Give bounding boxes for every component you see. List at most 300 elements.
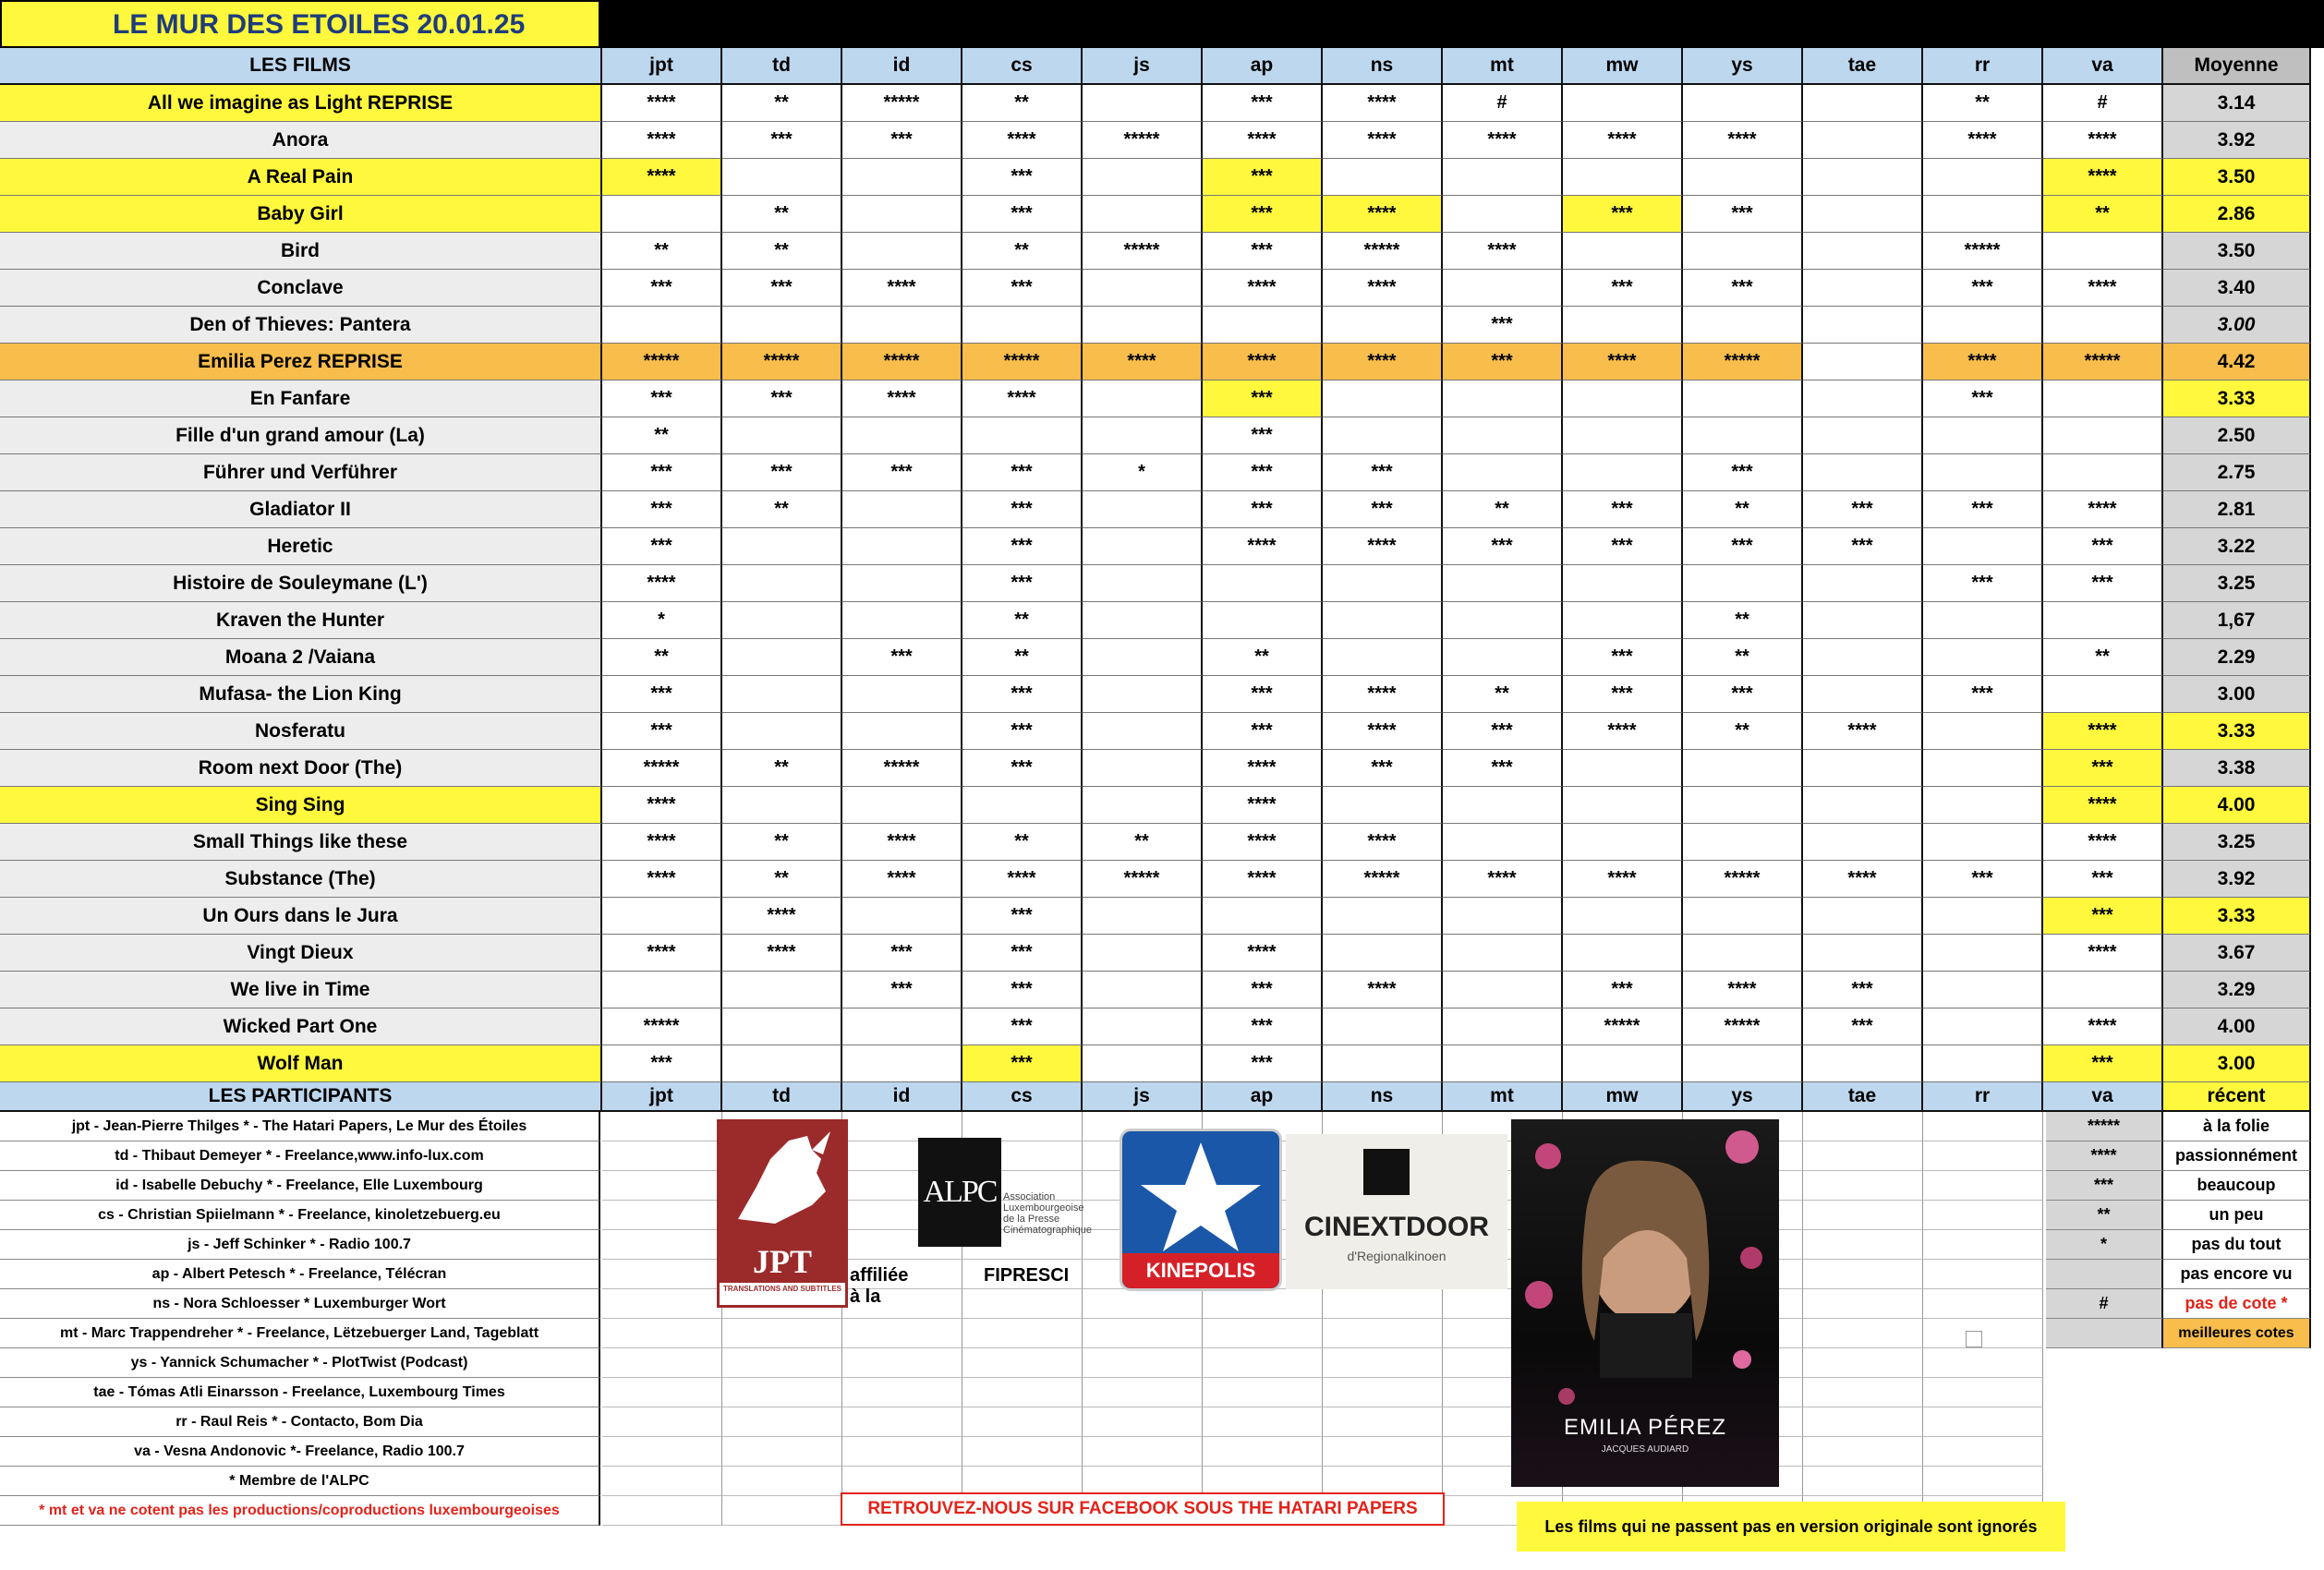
score-cell-ys[interactable]: ** — [1683, 602, 1803, 639]
score-cell-ap[interactable]: *** — [1203, 159, 1323, 196]
empty-cell[interactable] — [1203, 1407, 1323, 1437]
score-cell-va[interactable]: ***** — [2043, 344, 2163, 380]
empty-cell[interactable] — [1803, 1437, 1923, 1467]
score-cell-id[interactable]: ***** — [842, 85, 962, 122]
film-title[interactable]: Führer und Verführer — [0, 454, 602, 491]
score-cell-mt[interactable] — [1443, 270, 1563, 307]
score-cell-jpt[interactable]: *** — [602, 454, 722, 491]
score-cell-js[interactable] — [1083, 528, 1203, 565]
empty-cell[interactable] — [722, 1437, 842, 1467]
score-cell-ap[interactable]: **** — [1203, 344, 1323, 380]
score-cell-ns[interactable]: **** — [1323, 972, 1443, 1008]
average-cell[interactable]: 3.14 — [2163, 85, 2311, 122]
film-title[interactable]: Room next Door (The) — [0, 750, 602, 787]
empty-cell[interactable] — [722, 1319, 842, 1348]
score-cell-ys[interactable] — [1683, 1045, 1803, 1082]
empty-cell[interactable] — [722, 1496, 842, 1526]
score-cell-rr[interactable]: *** — [1923, 491, 2043, 528]
score-cell-mt[interactable] — [1443, 1008, 1563, 1045]
score-cell-id[interactable] — [842, 1008, 962, 1045]
score-cell-id[interactable]: *** — [842, 122, 962, 159]
score-cell-js[interactable] — [1083, 787, 1203, 824]
header-critic-td[interactable]: td — [722, 48, 842, 85]
score-cell-tae[interactable] — [1803, 602, 1923, 639]
score-cell-mw[interactable] — [1563, 602, 1683, 639]
score-cell-rr[interactable] — [1923, 750, 2043, 787]
score-cell-jpt[interactable] — [602, 898, 722, 935]
score-cell-ns[interactable] — [1323, 417, 1443, 454]
score-cell-ap[interactable]: *** — [1203, 454, 1323, 491]
score-cell-ys[interactable] — [1683, 565, 1803, 602]
average-cell[interactable]: 3.00 — [2163, 676, 2311, 713]
score-cell-jpt[interactable]: **** — [602, 565, 722, 602]
participants-critic-va[interactable]: va — [2043, 1082, 2163, 1112]
score-cell-id[interactable]: ***** — [842, 750, 962, 787]
film-title[interactable]: Sing Sing — [0, 787, 602, 824]
score-cell-cs[interactable]: *** — [962, 1008, 1083, 1045]
empty-cell[interactable] — [842, 1348, 962, 1378]
header-critic-rr[interactable]: rr — [1923, 48, 2043, 85]
sheet-title-cell[interactable] — [0, 0, 600, 48]
score-cell-mw[interactable]: **** — [1563, 861, 1683, 898]
average-cell[interactable]: 3.50 — [2163, 159, 2311, 196]
score-cell-mt[interactable]: # — [1443, 85, 1563, 122]
score-cell-tae[interactable]: **** — [1803, 861, 1923, 898]
score-cell-mt[interactable] — [1443, 565, 1563, 602]
score-cell-va[interactable]: **** — [2043, 787, 2163, 824]
average-cell[interactable]: 4.00 — [2163, 787, 2311, 824]
empty-cell[interactable] — [1203, 1378, 1323, 1407]
score-cell-mt[interactable] — [1443, 417, 1563, 454]
score-cell-mt[interactable]: ** — [1443, 676, 1563, 713]
score-cell-js[interactable]: ***** — [1083, 233, 1203, 270]
score-cell-va[interactable]: *** — [2043, 1045, 2163, 1082]
average-cell[interactable]: 2.86 — [2163, 196, 2311, 233]
score-cell-va[interactable] — [2043, 380, 2163, 417]
score-cell-ap[interactable]: *** — [1203, 196, 1323, 233]
score-cell-td[interactable]: ** — [722, 85, 842, 122]
score-cell-jpt[interactable]: **** — [602, 122, 722, 159]
score-cell-js[interactable]: * — [1083, 454, 1203, 491]
score-cell-jpt[interactable]: ** — [602, 417, 722, 454]
score-cell-ns[interactable]: **** — [1323, 344, 1443, 380]
average-cell[interactable]: 3.25 — [2163, 824, 2311, 861]
score-cell-ys[interactable]: *** — [1683, 196, 1803, 233]
score-cell-ns[interactable]: *** — [1323, 491, 1443, 528]
header-films-label[interactable]: LES FILMS — [0, 48, 602, 85]
score-cell-ns[interactable] — [1323, 602, 1443, 639]
score-cell-ys[interactable] — [1683, 898, 1803, 935]
empty-cell[interactable] — [1923, 1260, 2043, 1289]
score-cell-id[interactable] — [842, 196, 962, 233]
empty-cell[interactable] — [602, 1112, 722, 1141]
empty-cell[interactable] — [602, 1437, 722, 1467]
score-cell-id[interactable]: **** — [842, 270, 962, 307]
score-cell-jpt[interactable]: **** — [602, 935, 722, 972]
score-cell-ns[interactable]: **** — [1323, 713, 1443, 750]
average-cell[interactable]: 3.67 — [2163, 935, 2311, 972]
score-cell-td[interactable] — [722, 307, 842, 344]
score-cell-ys[interactable]: *** — [1683, 454, 1803, 491]
score-cell-ap[interactable]: **** — [1203, 750, 1323, 787]
average-cell[interactable]: 3.40 — [2163, 270, 2311, 307]
empty-cell[interactable] — [1323, 1348, 1443, 1378]
score-cell-tae[interactable] — [1803, 122, 1923, 159]
score-cell-ap[interactable]: *** — [1203, 713, 1323, 750]
score-cell-ys[interactable]: ** — [1683, 713, 1803, 750]
score-cell-ap[interactable] — [1203, 307, 1323, 344]
score-cell-ys[interactable]: **** — [1683, 122, 1803, 159]
average-cell[interactable]: 3.22 — [2163, 528, 2311, 565]
empty-cell[interactable] — [602, 1230, 722, 1260]
score-cell-ns[interactable] — [1323, 565, 1443, 602]
score-cell-tae[interactable] — [1803, 159, 1923, 196]
empty-cell[interactable] — [1323, 1437, 1443, 1467]
score-cell-va[interactable]: # — [2043, 85, 2163, 122]
score-cell-mw[interactable]: **** — [1563, 344, 1683, 380]
empty-cell[interactable] — [1923, 1112, 2043, 1141]
header-critic-ns[interactable]: ns — [1323, 48, 1443, 85]
score-cell-ys[interactable]: ***** — [1683, 344, 1803, 380]
empty-cell[interactable] — [1083, 1378, 1203, 1407]
score-cell-va[interactable]: *** — [2043, 750, 2163, 787]
header-critic-jpt[interactable]: jpt — [602, 48, 722, 85]
score-cell-js[interactable] — [1083, 85, 1203, 122]
score-cell-ys[interactable] — [1683, 935, 1803, 972]
score-cell-js[interactable] — [1083, 602, 1203, 639]
empty-cell[interactable] — [602, 1496, 722, 1526]
score-cell-id[interactable] — [842, 233, 962, 270]
score-cell-va[interactable]: *** — [2043, 528, 2163, 565]
score-cell-ap[interactable]: *** — [1203, 1045, 1323, 1082]
score-cell-mt[interactable] — [1443, 159, 1563, 196]
header-critic-id[interactable]: id — [842, 48, 962, 85]
score-cell-mw[interactable] — [1563, 233, 1683, 270]
score-cell-rr[interactable]: *** — [1923, 380, 2043, 417]
score-cell-rr[interactable]: ***** — [1923, 233, 2043, 270]
score-cell-ap[interactable]: *** — [1203, 972, 1323, 1008]
score-cell-rr[interactable]: *** — [1923, 270, 2043, 307]
score-cell-cs[interactable]: *** — [962, 528, 1083, 565]
score-cell-td[interactable]: ** — [722, 196, 842, 233]
score-cell-mw[interactable] — [1563, 1045, 1683, 1082]
empty-cell[interactable] — [842, 1378, 962, 1407]
empty-cell[interactable] — [1803, 1171, 1923, 1201]
score-cell-cs[interactable]: *** — [962, 750, 1083, 787]
score-cell-jpt[interactable] — [602, 307, 722, 344]
score-cell-mw[interactable] — [1563, 824, 1683, 861]
score-cell-va[interactable]: *** — [2043, 565, 2163, 602]
score-cell-rr[interactable] — [1923, 417, 2043, 454]
header-critic-ys[interactable]: ys — [1683, 48, 1803, 85]
empty-cell[interactable] — [602, 1348, 722, 1378]
participants-critic-ns[interactable]: ns — [1323, 1082, 1443, 1112]
participant-name[interactable]: td - Thibaut Demeyer * - Freelance,www.info-lux.com — [0, 1141, 600, 1171]
score-cell-cs[interactable]: ** — [962, 824, 1083, 861]
empty-cell[interactable] — [1083, 1289, 1203, 1319]
score-cell-ys[interactable] — [1683, 824, 1803, 861]
score-cell-jpt[interactable]: *** — [602, 713, 722, 750]
participants-label[interactable]: LES PARTICIPANTS — [0, 1082, 602, 1112]
score-cell-id[interactable] — [842, 307, 962, 344]
score-cell-ns[interactable] — [1323, 935, 1443, 972]
empty-cell[interactable] — [1803, 1230, 1923, 1260]
score-cell-ys[interactable]: *** — [1683, 270, 1803, 307]
score-cell-ap[interactable]: *** — [1203, 233, 1323, 270]
empty-cell[interactable] — [1203, 1437, 1323, 1467]
empty-cell[interactable] — [1083, 1407, 1203, 1437]
empty-cell[interactable] — [602, 1260, 722, 1289]
empty-cell[interactable] — [1203, 1319, 1323, 1348]
score-cell-ns[interactable]: **** — [1323, 122, 1443, 159]
score-cell-ys[interactable] — [1683, 307, 1803, 344]
score-cell-jpt[interactable]: **** — [602, 824, 722, 861]
score-cell-cs[interactable]: *** — [962, 935, 1083, 972]
participants-critic-ys[interactable]: ys — [1683, 1082, 1803, 1112]
score-cell-tae[interactable] — [1803, 824, 1923, 861]
average-cell[interactable]: 3.92 — [2163, 122, 2311, 159]
score-cell-td[interactable] — [722, 528, 842, 565]
score-cell-td[interactable] — [722, 639, 842, 676]
score-cell-ap[interactable]: *** — [1203, 85, 1323, 122]
score-cell-ap[interactable]: *** — [1203, 491, 1323, 528]
score-cell-td[interactable]: ***** — [722, 344, 842, 380]
score-cell-mw[interactable]: **** — [1563, 713, 1683, 750]
score-cell-id[interactable] — [842, 898, 962, 935]
score-cell-mw[interactable] — [1563, 565, 1683, 602]
score-cell-ns[interactable] — [1323, 307, 1443, 344]
participant-name[interactable]: jpt - Jean-Pierre Thilges * - The Hatari Papers, Le Mur des Étoiles — [0, 1112, 600, 1141]
score-cell-mt[interactable]: ** — [1443, 491, 1563, 528]
score-cell-cs[interactable]: *** — [962, 972, 1083, 1008]
score-cell-tae[interactable] — [1803, 1045, 1923, 1082]
score-cell-rr[interactable]: **** — [1923, 122, 2043, 159]
score-cell-jpt[interactable]: **** — [602, 787, 722, 824]
film-title[interactable]: Small Things like these — [0, 824, 602, 861]
score-cell-tae[interactable] — [1803, 417, 1923, 454]
score-cell-va[interactable]: *** — [2043, 861, 2163, 898]
score-cell-js[interactable] — [1083, 417, 1203, 454]
score-cell-va[interactable] — [2043, 676, 2163, 713]
film-title[interactable]: Moana 2 /Vaiana — [0, 639, 602, 676]
score-cell-va[interactable] — [2043, 417, 2163, 454]
score-cell-jpt[interactable]: ***** — [602, 1008, 722, 1045]
score-cell-cs[interactable] — [962, 787, 1083, 824]
empty-cell[interactable] — [1923, 1437, 2043, 1467]
film-title[interactable]: Heretic — [0, 528, 602, 565]
score-cell-cs[interactable]: ** — [962, 639, 1083, 676]
score-cell-ns[interactable]: **** — [1323, 270, 1443, 307]
score-cell-va[interactable]: **** — [2043, 491, 2163, 528]
average-cell[interactable]: 2.81 — [2163, 491, 2311, 528]
score-cell-id[interactable] — [842, 602, 962, 639]
score-cell-id[interactable]: **** — [842, 861, 962, 898]
score-cell-mw[interactable] — [1563, 454, 1683, 491]
score-cell-mw[interactable]: *** — [1563, 270, 1683, 307]
score-cell-rr[interactable]: *** — [1923, 676, 2043, 713]
score-cell-jpt[interactable]: *** — [602, 380, 722, 417]
score-cell-td[interactable] — [722, 417, 842, 454]
score-cell-jpt[interactable]: *** — [602, 528, 722, 565]
participant-name[interactable]: * mt et va ne cotent pas les productions/coproductions luxembourgeoises — [0, 1496, 600, 1526]
score-cell-ap[interactable]: *** — [1203, 417, 1323, 454]
participant-name[interactable]: ap - Albert Petesch * - Freelance, Télécran — [0, 1260, 600, 1289]
empty-cell[interactable] — [1923, 1319, 2043, 1348]
header-average[interactable]: Moyenne — [2163, 48, 2311, 85]
header-critic-mt[interactable]: mt — [1443, 48, 1563, 85]
score-cell-js[interactable]: ** — [1083, 824, 1203, 861]
score-cell-id[interactable] — [842, 787, 962, 824]
score-cell-js[interactable] — [1083, 159, 1203, 196]
empty-cell[interactable] — [842, 1319, 962, 1348]
score-cell-ys[interactable]: ***** — [1683, 1008, 1803, 1045]
score-cell-rr[interactable] — [1923, 898, 2043, 935]
score-cell-td[interactable] — [722, 713, 842, 750]
score-cell-rr[interactable] — [1923, 159, 2043, 196]
participant-name[interactable]: mt - Marc Trappendreher * - Freelance, Lëtzebuerger Land, Tageblatt — [0, 1319, 600, 1348]
score-cell-ys[interactable]: *** — [1683, 528, 1803, 565]
film-title[interactable]: Kraven the Hunter — [0, 602, 602, 639]
film-title[interactable]: Wolf Man — [0, 1045, 602, 1082]
score-cell-rr[interactable] — [1923, 454, 2043, 491]
score-cell-cs[interactable]: *** — [962, 676, 1083, 713]
score-cell-ap[interactable]: *** — [1203, 1008, 1323, 1045]
score-cell-cs[interactable]: *** — [962, 1045, 1083, 1082]
participants-critic-tae[interactable]: tae — [1803, 1082, 1923, 1112]
participants-critic-td[interactable]: td — [722, 1082, 842, 1112]
score-cell-ap[interactable]: **** — [1203, 861, 1323, 898]
score-cell-tae[interactable] — [1803, 639, 1923, 676]
score-cell-td[interactable]: ** — [722, 750, 842, 787]
score-cell-mt[interactable]: **** — [1443, 233, 1563, 270]
film-title[interactable]: Wicked Part One — [0, 1008, 602, 1045]
score-cell-mt[interactable] — [1443, 196, 1563, 233]
score-cell-jpt[interactable]: **** — [602, 861, 722, 898]
score-cell-td[interactable] — [722, 565, 842, 602]
score-cell-ns[interactable] — [1323, 787, 1443, 824]
score-cell-rr[interactable] — [1923, 1045, 2043, 1082]
score-cell-td[interactable]: ** — [722, 233, 842, 270]
empty-cell[interactable] — [1923, 1378, 2043, 1407]
average-cell[interactable]: 2.29 — [2163, 639, 2311, 676]
score-cell-rr[interactable] — [1923, 196, 2043, 233]
score-cell-tae[interactable] — [1803, 454, 1923, 491]
empty-cell[interactable] — [602, 1171, 722, 1201]
score-cell-ys[interactable]: ***** — [1683, 861, 1803, 898]
score-cell-jpt[interactable]: ** — [602, 639, 722, 676]
score-cell-js[interactable]: **** — [1083, 344, 1203, 380]
empty-cell[interactable] — [1803, 1289, 1923, 1319]
score-cell-td[interactable] — [722, 159, 842, 196]
score-cell-ys[interactable]: **** — [1683, 972, 1803, 1008]
score-cell-rr[interactable] — [1923, 639, 2043, 676]
score-cell-js[interactable]: ***** — [1083, 122, 1203, 159]
score-cell-va[interactable]: **** — [2043, 1008, 2163, 1045]
score-cell-js[interactable] — [1083, 380, 1203, 417]
score-cell-cs[interactable]: *** — [962, 159, 1083, 196]
empty-cell[interactable] — [1083, 1319, 1203, 1348]
empty-cell[interactable] — [1203, 1348, 1323, 1378]
score-cell-ys[interactable] — [1683, 750, 1803, 787]
score-cell-jpt[interactable]: *** — [602, 270, 722, 307]
score-cell-td[interactable]: *** — [722, 380, 842, 417]
score-cell-ns[interactable] — [1323, 1008, 1443, 1045]
empty-cell[interactable] — [602, 1407, 722, 1437]
score-cell-mw[interactable]: ***** — [1563, 1008, 1683, 1045]
score-cell-tae[interactable] — [1803, 380, 1923, 417]
participant-name[interactable]: va - Vesna Andonovic *- Freelance, Radio 100.7 — [0, 1437, 600, 1467]
score-cell-mw[interactable] — [1563, 787, 1683, 824]
score-cell-id[interactable]: *** — [842, 972, 962, 1008]
average-cell[interactable]: 4.42 — [2163, 344, 2311, 380]
score-cell-mw[interactable]: *** — [1563, 639, 1683, 676]
participants-critic-jpt[interactable]: jpt — [602, 1082, 722, 1112]
score-cell-rr[interactable] — [1923, 1008, 2043, 1045]
average-cell[interactable]: 4.00 — [2163, 1008, 2311, 1045]
score-cell-rr[interactable] — [1923, 528, 2043, 565]
score-cell-ns[interactable] — [1323, 1045, 1443, 1082]
score-cell-mw[interactable]: *** — [1563, 196, 1683, 233]
score-cell-mw[interactable] — [1563, 898, 1683, 935]
score-cell-rr[interactable] — [1923, 602, 2043, 639]
film-title[interactable]: Vingt Dieux — [0, 935, 602, 972]
score-cell-ys[interactable] — [1683, 159, 1803, 196]
score-cell-mt[interactable] — [1443, 380, 1563, 417]
film-title[interactable]: Anora — [0, 122, 602, 159]
film-title[interactable]: Nosferatu — [0, 713, 602, 750]
score-cell-ys[interactable] — [1683, 233, 1803, 270]
score-cell-jpt[interactable]: ** — [602, 233, 722, 270]
score-cell-js[interactable] — [1083, 196, 1203, 233]
score-cell-td[interactable] — [722, 676, 842, 713]
empty-cell[interactable] — [1323, 1289, 1443, 1319]
score-cell-jpt[interactable]: *** — [602, 1045, 722, 1082]
participants-critic-mw[interactable]: mw — [1563, 1082, 1683, 1112]
score-cell-rr[interactable] — [1923, 307, 2043, 344]
score-cell-id[interactable]: *** — [842, 935, 962, 972]
score-cell-tae[interactable]: **** — [1803, 713, 1923, 750]
score-cell-va[interactable]: **** — [2043, 935, 2163, 972]
empty-cell[interactable] — [962, 1289, 1083, 1319]
score-cell-ns[interactable]: **** — [1323, 824, 1443, 861]
score-cell-tae[interactable] — [1803, 85, 1923, 122]
score-cell-tae[interactable] — [1803, 750, 1923, 787]
score-cell-rr[interactable] — [1923, 935, 2043, 972]
empty-cell[interactable] — [962, 1437, 1083, 1467]
score-cell-td[interactable]: *** — [722, 454, 842, 491]
score-cell-mw[interactable] — [1563, 307, 1683, 344]
average-cell[interactable]: 3.00 — [2163, 1045, 2311, 1082]
score-cell-id[interactable] — [842, 676, 962, 713]
participants-critic-cs[interactable]: cs — [962, 1082, 1083, 1112]
film-title[interactable]: Histoire de Souleymane (L') — [0, 565, 602, 602]
score-cell-id[interactable]: *** — [842, 454, 962, 491]
score-cell-cs[interactable]: *** — [962, 898, 1083, 935]
score-cell-cs[interactable]: ** — [962, 602, 1083, 639]
participant-name[interactable]: cs - Christian Spiielmann * - Freelance, kinoletzebuerg.eu — [0, 1201, 600, 1230]
score-cell-ns[interactable]: **** — [1323, 528, 1443, 565]
score-cell-va[interactable] — [2043, 307, 2163, 344]
empty-cell[interactable] — [1923, 1289, 2043, 1319]
score-cell-id[interactable] — [842, 565, 962, 602]
empty-cell[interactable] — [1083, 1348, 1203, 1378]
score-cell-mt[interactable] — [1443, 602, 1563, 639]
score-cell-ap[interactable] — [1203, 565, 1323, 602]
average-cell[interactable]: 3.33 — [2163, 713, 2311, 750]
header-critic-js[interactable]: js — [1083, 48, 1203, 85]
score-cell-mw[interactable] — [1563, 750, 1683, 787]
score-cell-rr[interactable]: **** — [1923, 344, 2043, 380]
